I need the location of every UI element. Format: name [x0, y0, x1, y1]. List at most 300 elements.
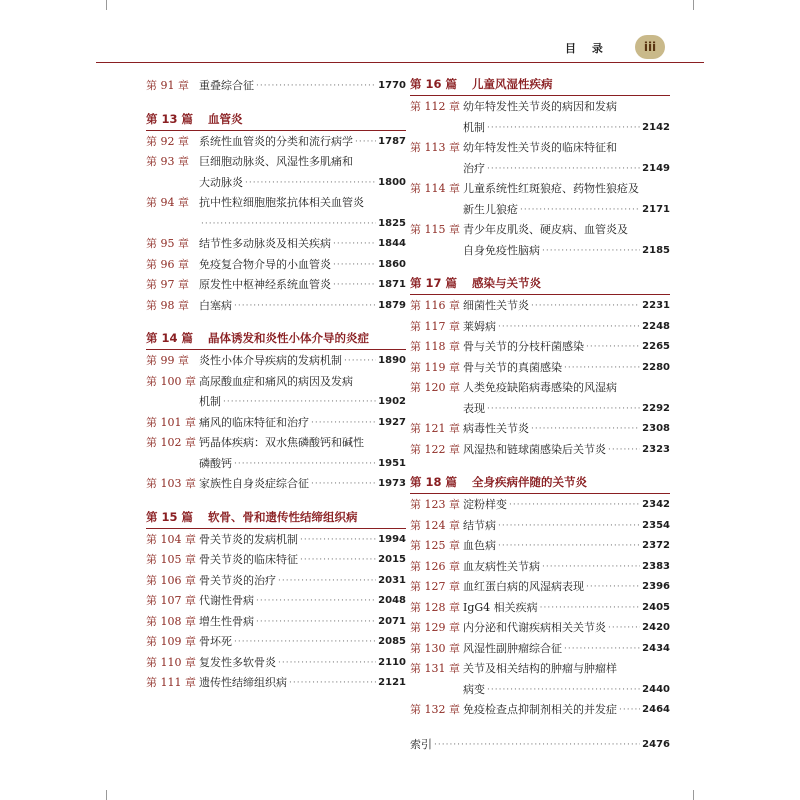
page-number: 2323	[642, 443, 670, 455]
entry-line	[199, 673, 406, 694]
leader-dots	[434, 735, 640, 756]
leader-dots	[355, 132, 376, 153]
entry-line	[199, 275, 406, 296]
chapter-title: 痛风的临床特征和治疗	[199, 415, 309, 429]
entry-line	[410, 735, 670, 756]
leader-dots	[311, 413, 376, 434]
page-number: 2142	[642, 121, 670, 133]
chapter-title: 儿童系统性红斑狼疮、药物性狼疮及	[463, 182, 639, 195]
toc-entry[interactable]	[410, 440, 670, 461]
entry-body	[199, 152, 406, 193]
chapter-number: 第 129 章	[410, 621, 460, 634]
entry-body	[199, 632, 406, 653]
header-rule	[96, 62, 704, 63]
chapter-number: 第 109 章	[146, 635, 196, 648]
entry-body	[463, 317, 670, 338]
leader-dots	[256, 612, 376, 633]
entry-body	[199, 255, 406, 276]
part-heading	[410, 76, 670, 96]
leader-dots	[498, 317, 640, 338]
page-number: 1860	[378, 258, 406, 270]
page-number: 2248	[642, 320, 670, 332]
entry-body	[463, 618, 670, 639]
toc-entry[interactable]	[410, 138, 670, 179]
entry-body	[199, 474, 406, 495]
entry-body	[199, 193, 406, 234]
leader-dots	[498, 516, 640, 537]
chapter-number: 第 101 章	[146, 415, 196, 429]
page-number: 2372	[642, 540, 670, 551]
entry-body	[463, 659, 670, 700]
entry-line	[199, 653, 406, 674]
entry-line	[463, 138, 670, 159]
entry-body	[199, 132, 406, 153]
chapter-number: 第 105 章	[146, 553, 196, 566]
part-heading	[146, 509, 406, 529]
entry-body	[199, 550, 406, 571]
chapter-number: 第 131 章	[410, 662, 460, 675]
entry-body	[463, 536, 670, 557]
leader-dots	[300, 550, 376, 571]
toc-entry[interactable]	[410, 618, 670, 639]
leader-dots	[564, 639, 640, 660]
chapter-title: 幼年特发性关节炎的病因和发病	[463, 100, 617, 113]
toc-entry[interactable]	[410, 598, 670, 619]
part-heading	[410, 275, 670, 295]
entry-line	[463, 618, 670, 639]
leader-dots	[487, 680, 640, 701]
leader-dots	[487, 118, 640, 139]
crop-mark-bottom-right	[693, 790, 704, 800]
entry-body	[199, 413, 406, 434]
page-number: 2396	[642, 581, 670, 592]
page-number: 2292	[642, 402, 670, 414]
entry-line	[463, 317, 670, 338]
entry-line	[463, 296, 670, 317]
entry-line	[199, 530, 406, 551]
entry-line	[463, 419, 670, 440]
entry-line	[463, 495, 670, 516]
page-number: 1879	[378, 299, 406, 311]
leader-dots	[201, 214, 376, 235]
toc-entry[interactable]	[146, 530, 406, 551]
page-number: 1825	[378, 217, 406, 229]
leader-dots	[619, 700, 640, 721]
part-title: 儿童风湿性疾病	[472, 77, 553, 91]
page-number: 2354	[642, 519, 670, 531]
leader-dots	[234, 632, 376, 653]
page-number: 1973	[378, 478, 406, 489]
crop-mark-top-right	[693, 0, 704, 10]
chapter-number: 第 92 章	[146, 134, 189, 148]
entry-body	[199, 571, 406, 592]
chapter-title: 细菌性关节炎	[463, 299, 529, 312]
toc-entry[interactable]	[146, 673, 406, 694]
toc-entry[interactable]	[146, 413, 406, 434]
chapter-number: 第 99 章	[146, 354, 189, 367]
chapter-number: 第 123 章	[410, 498, 460, 511]
chapter-number: 第 127 章	[410, 580, 460, 593]
entry-line	[463, 159, 670, 180]
page-number: 2440	[642, 683, 670, 695]
entry-line	[199, 152, 406, 173]
toc-entry[interactable]	[146, 351, 406, 372]
leader-dots	[256, 76, 376, 97]
entry-line	[463, 97, 670, 118]
page-number: 2420	[642, 622, 670, 633]
toc-entry[interactable]	[146, 275, 406, 296]
part-number: 第 13 篇	[146, 111, 194, 126]
entry-body	[463, 700, 670, 721]
toc-entry[interactable]	[410, 495, 670, 516]
page-number: 1800	[378, 176, 406, 188]
chapter-title: 增生性骨病	[199, 614, 254, 628]
toc-entry[interactable]	[410, 577, 670, 598]
toc-entry[interactable]	[146, 296, 406, 317]
toc-entry[interactable]	[146, 550, 406, 571]
leader-dots	[333, 255, 376, 276]
toc-entry[interactable]	[410, 97, 670, 138]
chapter-title: 血友病性关节病	[463, 559, 540, 573]
page-number: 2149	[642, 162, 670, 174]
part-number: 第 17 篇	[410, 276, 458, 290]
chapter-title: 骨关节炎的治疗	[199, 573, 276, 587]
chapter-number: 第 95 章	[146, 237, 189, 250]
toc-entry[interactable]	[410, 296, 670, 317]
leader-dots	[542, 557, 640, 578]
chapter-number: 第 122 章	[410, 442, 460, 456]
toc-entry[interactable]	[410, 179, 670, 220]
toc-left-column	[146, 76, 406, 694]
part-title: 晶体诱发和炎性小体介导的炎症	[208, 331, 369, 345]
chapter-number: 第 107 章	[146, 594, 196, 607]
leader-dots	[487, 399, 640, 420]
leader-dots	[608, 440, 640, 461]
chapter-title: 免疫复合物介导的小血管炎	[199, 257, 331, 271]
page-number: 2121	[378, 677, 406, 688]
entry-body	[199, 76, 406, 97]
chapter-title: 重叠综合征	[199, 79, 254, 92]
page-number: 2308	[642, 423, 670, 434]
chapter-title: 风湿性副肿瘤综合征	[463, 641, 562, 655]
page-number: 2464	[642, 704, 670, 715]
page-number: 2280	[642, 361, 670, 373]
leader-dots	[256, 591, 376, 612]
toc-entry[interactable]	[410, 358, 670, 379]
entry-line	[463, 577, 670, 598]
entry-line	[199, 193, 406, 214]
page-number: 2231	[642, 300, 670, 311]
toc-entry[interactable]	[146, 234, 406, 255]
page-number: 1770	[378, 80, 406, 91]
entry-line	[199, 372, 406, 393]
chapter-number: 第 121 章	[410, 422, 460, 435]
chapter-title: 病变	[463, 682, 485, 696]
chapter-number: 第 94 章	[146, 196, 189, 209]
entry-line	[463, 680, 670, 701]
toc-entry[interactable]	[146, 612, 406, 633]
entry-body	[463, 598, 670, 619]
toc-entry[interactable]	[146, 255, 406, 276]
leader-dots	[608, 618, 640, 639]
entry-line	[199, 392, 406, 413]
entry-line	[463, 516, 670, 537]
toc-entry[interactable]	[410, 659, 670, 700]
chapter-number: 第 118 章	[410, 340, 460, 353]
page-number: 2265	[642, 341, 670, 352]
entry-body	[463, 577, 670, 598]
chapter-number: 第 112 章	[410, 100, 460, 113]
entry-body	[199, 433, 406, 474]
toc-entry[interactable]	[410, 337, 670, 358]
chapter-number: 第 91 章	[146, 79, 189, 92]
chapter-title: 索引	[410, 737, 432, 751]
chapter-title: 机制	[463, 120, 485, 134]
entry-body	[199, 591, 406, 612]
leader-dots	[223, 392, 376, 413]
toc-entry[interactable]	[410, 557, 670, 578]
leader-dots	[520, 200, 640, 221]
chapter-title: 骨关节炎的临床特征	[199, 553, 298, 566]
entry-line	[463, 659, 670, 680]
chapter-title: 原发性中枢神经系统血管炎	[199, 278, 331, 291]
part-number: 第 16 篇	[410, 77, 458, 91]
leader-dots	[344, 351, 376, 372]
chapter-title: 自身免疫性脑病	[463, 243, 540, 257]
page-number: 2434	[642, 642, 670, 654]
part-title: 软骨、骨和遗传性结缔组织病	[208, 509, 358, 524]
chapter-title: 巨细胞动脉炎、风湿性多肌痛和	[199, 155, 353, 168]
entry-line	[199, 214, 406, 235]
crop-mark-bottom-left	[96, 790, 107, 800]
chapter-number: 第 97 章	[146, 278, 189, 291]
entry-body	[463, 337, 670, 358]
chapter-number: 第 106 章	[146, 573, 196, 587]
chapter-number: 第 96 章	[146, 257, 189, 271]
entry-line	[463, 118, 670, 139]
leader-dots	[509, 495, 640, 516]
toc-entry[interactable]	[410, 700, 670, 721]
entry-body	[463, 296, 670, 317]
leader-dots	[542, 241, 640, 262]
chapter-number: 第 93 章	[146, 155, 189, 168]
chapter-number: 第 98 章	[146, 298, 189, 312]
entry-line	[199, 433, 406, 454]
toc-entry[interactable]	[410, 516, 670, 537]
chapter-title: 骨坏死	[199, 635, 232, 648]
entry-body	[463, 97, 670, 138]
page-number: 2476	[642, 738, 670, 750]
toc-entry[interactable]	[146, 372, 406, 413]
entry-body	[463, 440, 670, 461]
entry-line	[463, 200, 670, 221]
chapter-title: 复发性多软骨炎	[199, 655, 276, 669]
part-number: 第 14 篇	[146, 331, 194, 345]
entry-body	[463, 358, 670, 379]
entry-body	[199, 275, 406, 296]
toc-entry[interactable]	[146, 653, 406, 674]
chapter-title: 莱姆病	[463, 319, 496, 333]
entry-body	[410, 735, 670, 756]
entry-line	[199, 550, 406, 571]
entry-line	[463, 536, 670, 557]
entry-body	[463, 138, 670, 179]
leader-dots	[311, 474, 376, 495]
entry-line	[463, 399, 670, 420]
chapter-number: 第 130 章	[410, 641, 460, 655]
entry-line	[199, 173, 406, 194]
entry-line	[199, 571, 406, 592]
toc-index-entry[interactable]	[410, 735, 670, 756]
chapter-title: 病毒性关节炎	[463, 422, 529, 435]
page-number: 1844	[378, 238, 406, 249]
leader-dots	[245, 173, 376, 194]
leader-dots	[586, 337, 640, 358]
chapter-title: 高尿酸血症和痛风的病因及发病	[199, 374, 353, 388]
toc-entry[interactable]	[146, 76, 406, 97]
toc-entry[interactable]	[410, 378, 670, 419]
entry-body	[463, 557, 670, 578]
chapter-title: 骨关节炎的发病机制	[199, 532, 298, 546]
chapter-title: 家族性自身炎症综合征	[199, 477, 309, 490]
chapter-number: 第 115 章	[410, 223, 460, 236]
leader-dots	[234, 454, 376, 475]
chapter-title: 结节性多动脉炎及相关疾病	[199, 237, 331, 250]
page-number-badge: iii	[635, 35, 665, 59]
entry-body	[463, 220, 670, 261]
leader-dots	[333, 234, 376, 255]
toc-entry[interactable]	[146, 152, 406, 193]
entry-line	[199, 351, 406, 372]
chapter-number: 第 128 章	[410, 600, 460, 614]
toc-entry[interactable]	[146, 193, 406, 234]
leader-dots	[333, 275, 376, 296]
part-heading	[146, 330, 406, 350]
chapter-title: 骨与关节的分枝杆菌感染	[463, 340, 584, 353]
chapter-number: 第 108 章	[146, 614, 196, 628]
chapter-title: 关节及相关结构的肿瘤与肿瘤样	[463, 662, 617, 675]
part-heading	[146, 111, 406, 131]
chapter-number: 第 114 章	[410, 182, 460, 195]
toc-entry[interactable]	[146, 571, 406, 592]
chapter-title: 新生儿狼疮	[463, 202, 518, 216]
leader-dots	[300, 530, 376, 551]
leader-dots	[531, 419, 640, 440]
toc-entry[interactable]	[410, 419, 670, 440]
entry-line	[463, 598, 670, 619]
page-number: 2342	[642, 499, 670, 510]
leader-dots	[278, 571, 376, 592]
page-number: 2031	[378, 574, 406, 586]
chapter-title: 内分泌和代谢疾病相关关节炎	[463, 621, 606, 634]
entry-line	[199, 632, 406, 653]
entry-line	[199, 234, 406, 255]
entry-body	[463, 179, 670, 220]
toc-entry[interactable]	[410, 536, 670, 557]
leader-dots	[531, 296, 640, 317]
part-title: 血管炎	[208, 111, 243, 126]
chapter-title: 结节病	[463, 518, 496, 532]
entry-line	[463, 358, 670, 379]
toc-entry[interactable]	[146, 433, 406, 474]
chapter-number: 第 111 章	[146, 676, 196, 689]
leader-dots	[234, 296, 376, 317]
page-number: 1890	[378, 355, 406, 366]
page-number: 1902	[378, 396, 406, 407]
entry-body	[199, 372, 406, 413]
entry-line	[463, 639, 670, 660]
page-number: 2171	[642, 203, 670, 215]
chapter-number: 第 124 章	[410, 518, 460, 532]
part-title: 感染与关节炎	[472, 276, 541, 290]
entry-line	[463, 179, 670, 200]
entry-body	[199, 530, 406, 551]
toc-entry[interactable]	[146, 591, 406, 612]
entry-line	[463, 241, 670, 262]
leader-dots	[540, 598, 640, 619]
chapter-title: 血色病	[463, 539, 496, 552]
entry-body	[199, 612, 406, 633]
toc-entry[interactable]	[410, 220, 670, 261]
chapter-number: 第 125 章	[410, 539, 460, 552]
toc-entry[interactable]	[410, 639, 670, 660]
chapter-number: 第 119 章	[410, 360, 460, 374]
running-head: 目 录	[565, 42, 609, 55]
chapter-number: 第 120 章	[410, 381, 460, 394]
toc-entry[interactable]	[146, 474, 406, 495]
chapter-number: 第 113 章	[410, 141, 460, 154]
entry-line	[199, 413, 406, 434]
page-number: 1994	[378, 533, 406, 545]
entry-body	[463, 378, 670, 419]
leader-dots	[586, 577, 640, 598]
entry-body	[199, 351, 406, 372]
toc-entry[interactable]	[410, 317, 670, 338]
leader-dots	[487, 159, 640, 180]
chapter-title: 治疗	[463, 161, 485, 175]
entry-body	[199, 234, 406, 255]
chapter-number: 第 126 章	[410, 559, 460, 573]
page-number: 2110	[378, 656, 406, 668]
entry-body	[199, 673, 406, 694]
chapter-title: 白塞病	[199, 298, 232, 312]
page-number: 2405	[642, 601, 670, 613]
chapter-number: 第 132 章	[410, 703, 460, 716]
page-number: 1951	[378, 457, 406, 469]
chapter-number: 第 117 章	[410, 319, 460, 333]
entry-line	[463, 700, 670, 721]
toc-entry[interactable]	[146, 132, 406, 153]
chapter-title: 大动脉炎	[199, 175, 243, 189]
entry-line	[199, 132, 406, 153]
part-number: 第 15 篇	[146, 509, 194, 524]
part-number: 第 18 篇	[410, 475, 458, 489]
chapter-title: 免疫检查点抑制剂相关的并发症	[463, 703, 617, 716]
entry-line	[199, 76, 406, 97]
entry-line	[463, 378, 670, 399]
page-number: 2048	[378, 595, 406, 606]
entry-body	[463, 495, 670, 516]
chapter-title: 风湿热和链球菌感染后关节炎	[463, 442, 606, 456]
entry-line	[463, 440, 670, 461]
chapter-title: 钙晶体疾病：双水焦磷酸钙和碱性	[199, 436, 364, 449]
entry-line	[199, 454, 406, 475]
leader-dots	[564, 358, 640, 379]
entry-body	[463, 639, 670, 660]
chapter-title: 代谢性骨病	[199, 594, 254, 607]
toc-entry[interactable]	[146, 632, 406, 653]
crop-mark-top-left	[96, 0, 107, 10]
